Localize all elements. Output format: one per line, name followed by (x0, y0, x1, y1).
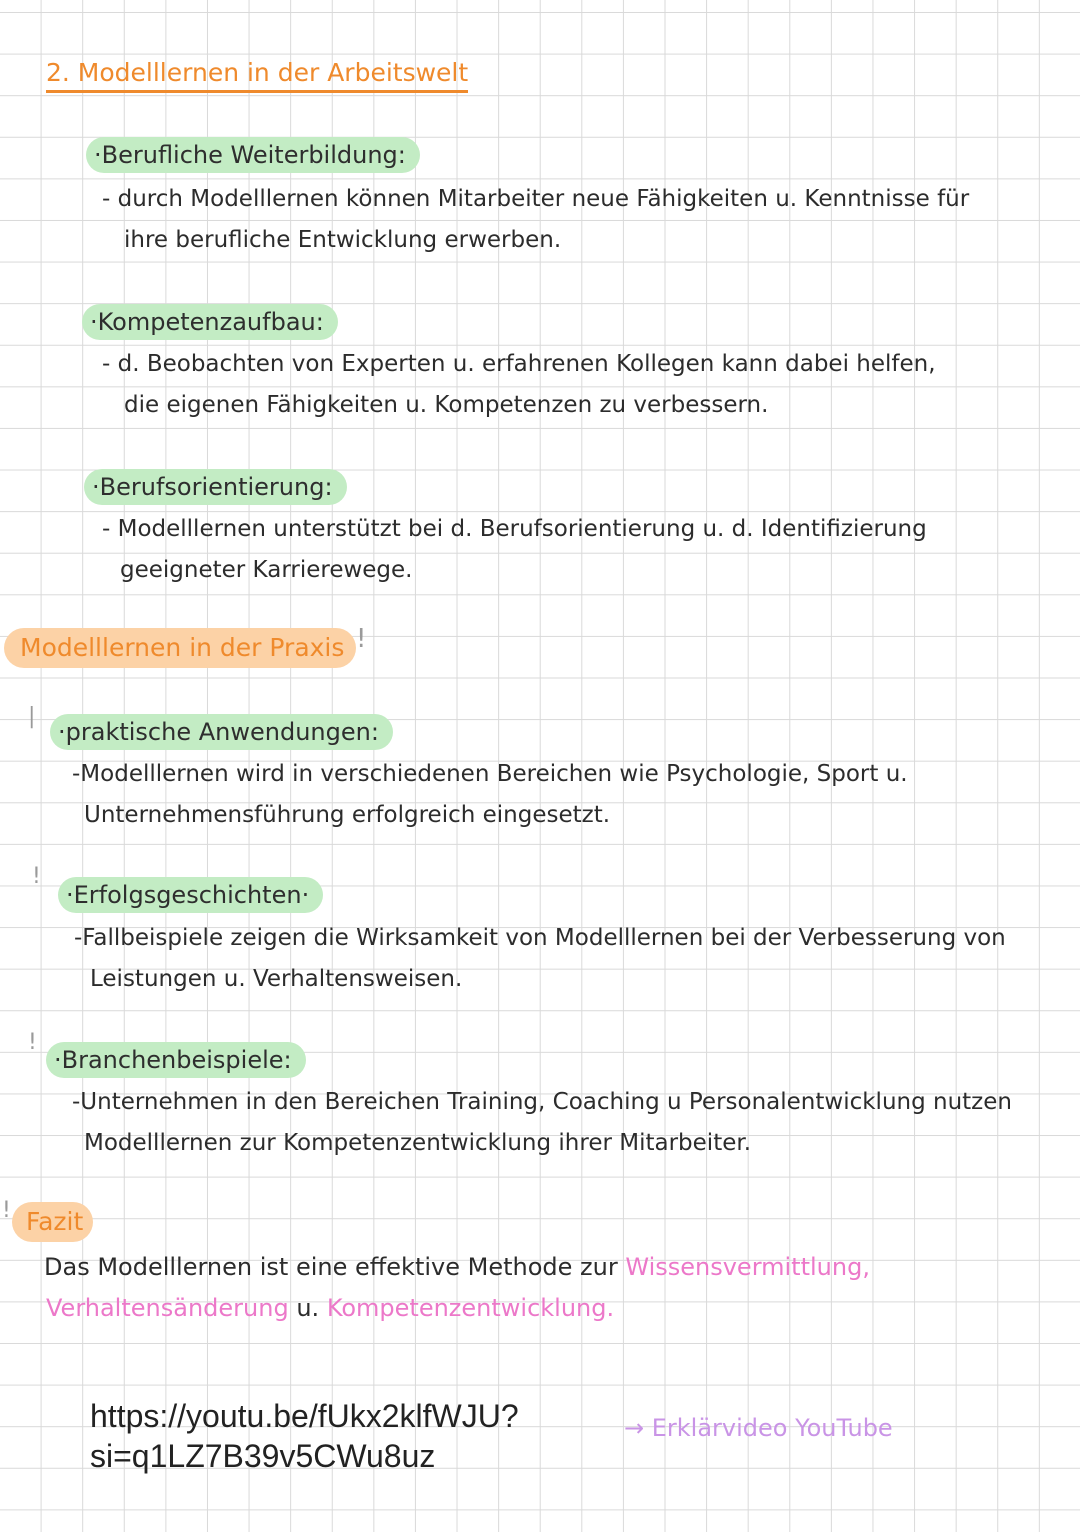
exclamation-mark: ! (356, 624, 367, 654)
fazit-title: Fazit (12, 1202, 93, 1242)
heading-kompetenzaufbau: ·Kompetenzaufbau: (82, 304, 338, 340)
video-link-line-2[interactable]: si=q1LZ7B39v5CWu8uz (90, 1438, 436, 1474)
fazit-text: u. (296, 1294, 320, 1322)
fazit-highlight: Verhaltensänderung (46, 1294, 289, 1322)
fazit-highlight: Kompetenzentwicklung. (326, 1294, 615, 1322)
margin-mark: ! (2, 1198, 11, 1223)
video-note: → Erklärvideo YouTube (624, 1414, 893, 1442)
praxis-title: Modelllernen in der Praxis (4, 628, 356, 668)
heading-branchenbeispiele: ·Branchenbeispiele: (46, 1042, 306, 1078)
heading-berufliche-weiterbildung: ·Berufliche Weiterbildung: (86, 137, 420, 173)
text-line: -Unternehmen in den Bereichen Training, Coaching u Personalentwicklung nutzen (72, 1089, 1012, 1115)
text-line: - d. Beobachten von Experten u. erfahrenen Kollegen kann dabei helfen, (102, 351, 936, 377)
video-link-line-1[interactable]: https://youtu.be/fUkx2klfWJU? (90, 1398, 519, 1434)
text-line: -Modelllernen wird in verschiedenen Bereichen wie Psychologie, Sport u. (72, 761, 908, 787)
heading-berufsorientierung: ·Berufsorientierung: (84, 469, 347, 505)
margin-mark: ! (32, 864, 41, 889)
text-line: Modelllernen zur Kompetenzentwicklung ihrer Mitarbeiter. (84, 1130, 752, 1156)
margin-mark: ! (28, 1030, 37, 1055)
fazit-highlight: Wissensvermittlung, (625, 1253, 870, 1281)
text-line: die eigenen Fähigkeiten u. Kompetenzen zu verbessern. (124, 392, 769, 418)
text-line: -Fallbeispiele zeigen die Wirksamkeit von Modelllernen bei der Verbesserung von (74, 925, 1006, 951)
heading-praktische-anwendungen: ·praktische Anwendungen: (50, 714, 393, 750)
text-line: - durch Modelllernen können Mitarbeiter neue Fähigkeiten u. Kenntnisse für (102, 186, 970, 212)
heading-erfolgsgeschichten: ·Erfolgsgeschichten· (58, 877, 323, 913)
fazit-line-2 (46, 1293, 614, 1323)
video-link[interactable] (90, 1396, 519, 1476)
text-line: ihre berufliche Entwicklung erwerben. (124, 227, 562, 253)
fazit-line-1 (44, 1252, 870, 1282)
fazit-text: Das Modelllernen ist eine effektive Methode zur (44, 1253, 618, 1281)
text-line: Unternehmensführung erfolgreich eingesetzt. (84, 802, 611, 828)
margin-mark: | (28, 704, 36, 729)
text-line: Leistungen u. Verhaltensweisen. (90, 966, 463, 992)
text-line: geeigneter Karrierewege. (120, 557, 413, 583)
section-title: 2. Modelllernen in der Arbeitswelt (46, 56, 468, 93)
text-line: - Modelllernen unterstützt bei d. Berufsorientierung u. d. Identifizierung (102, 516, 927, 542)
